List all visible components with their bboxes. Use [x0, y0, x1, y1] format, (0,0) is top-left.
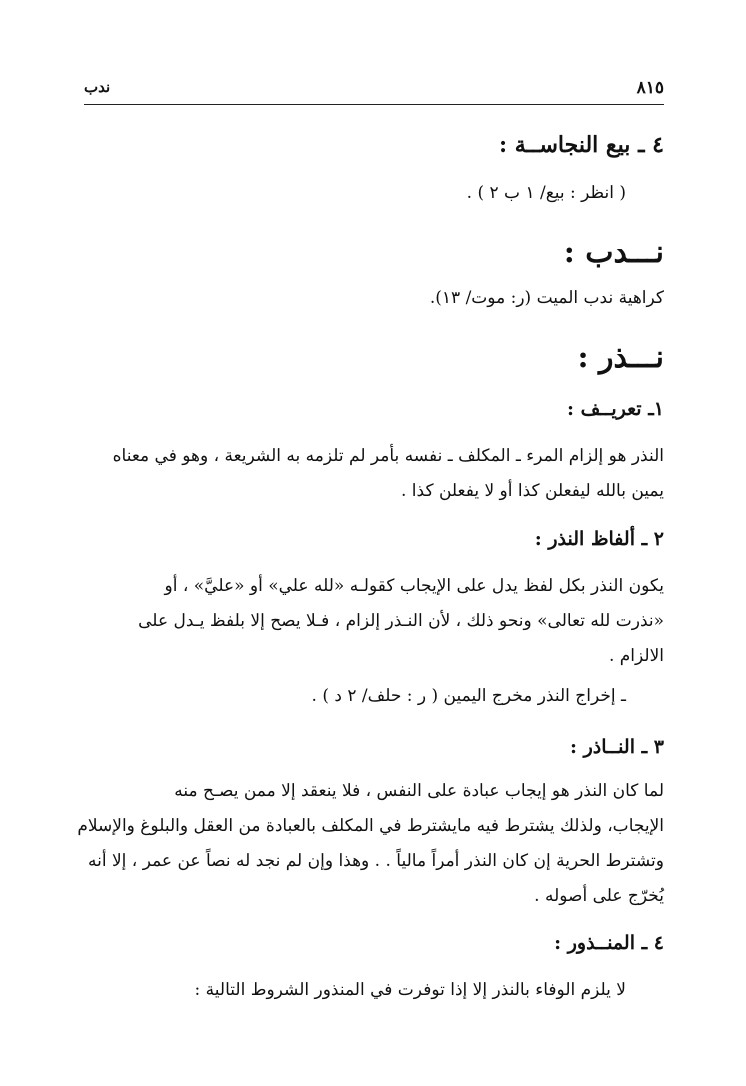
- text-line: لما كان النذر هو إيجاب عبادة على النفس ، فلا ينعقد إلا ممن يصـح منه: [174, 781, 664, 801]
- text-line: الالزام .: [608, 646, 664, 666]
- text-line: ـ إخراج النذر مخرج اليمين ( ر : حلف/ ٢ د ) .: [311, 686, 626, 706]
- subsection-heading: ٤ ـ المنــذور :: [554, 932, 664, 954]
- entry-heading: نـــدب :: [563, 235, 664, 270]
- header-rule: [84, 104, 664, 105]
- text-line: «نذرت لله تعالى» ونحو ذلك ، لأن النـذر إلزام ، فـلا يصح إلا بلفظ يـدل على: [138, 611, 664, 631]
- running-title: ندب: [84, 78, 111, 96]
- subsection-heading: ١ـ تعريــف :: [566, 398, 664, 420]
- text-line: ( انظر : بيع/ ١ ب ٢ ) .: [466, 183, 626, 203]
- subsection-heading: ٣ ـ النــاذر :: [569, 736, 664, 758]
- text-line: يمين بالله ليفعلن كذا أو لا يفعلن كذا .: [401, 481, 664, 501]
- text-line: النذر هو إلزام المرء ـ المكلف ـ نفسه بأمر لم تلزمه به الشريعة ، وهو في معناه: [112, 446, 664, 466]
- entry-heading: نـــذر :: [577, 340, 664, 375]
- subsection-heading: ٢ ـ ألفاظ النذر :: [534, 528, 664, 550]
- text-line: يكون النذر بكل لفظ يدل على الإيجاب كقولـه «لله علي» أو «عليَّ» ، أو: [164, 576, 664, 596]
- text-line: يُخرّج على أصوله .: [534, 886, 664, 906]
- section-heading: ٤ ـ بيع النجاســة :: [499, 132, 664, 158]
- text-line: لا يلزم الوفاء بالنذر إلا إذا توفرت في المنذور الشروط التالية :: [194, 980, 626, 1000]
- page-number: ٨١٥: [636, 78, 664, 98]
- text-line: كراهية ندب الميت (ر: موت/ ١٣).: [429, 288, 664, 308]
- text-line: الإيجاب، ولذلك يشترط فيه مايشترط في المكلف بالعبادة من العقل والبلوغ والإسلام: [77, 816, 664, 836]
- text-line: وتشترط الحرية إن كان النذر أمراً مالياً . . وهذا وإن لم نجد له نصاً عن عمر ، إلا أنه: [88, 851, 664, 871]
